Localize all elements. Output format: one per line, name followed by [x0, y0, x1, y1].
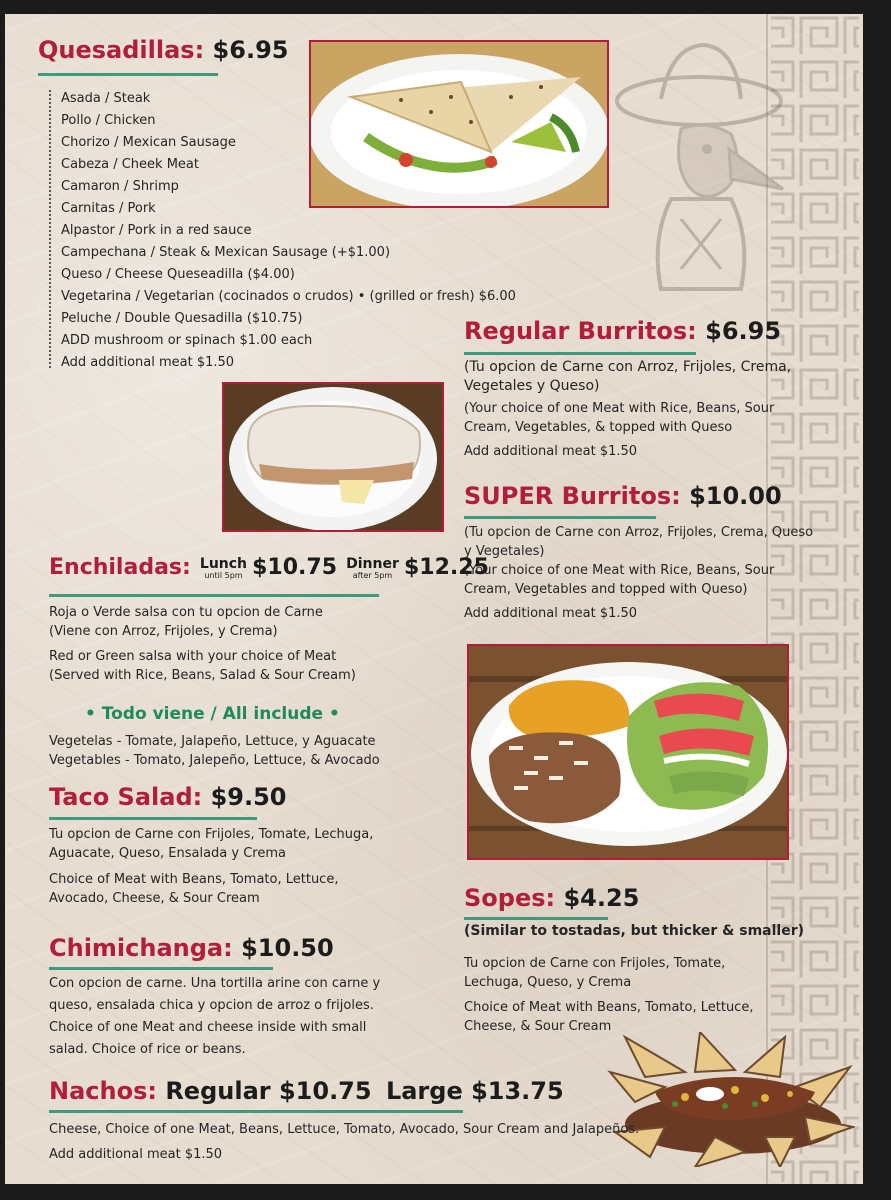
- quesadillas-list-rule: [49, 90, 51, 368]
- quesadillas-title: Quesadillas:: [38, 36, 205, 64]
- list-item: Queso / Cheese Queseadilla ($4.00): [61, 267, 295, 282]
- taco-salad-title: Taco Salad:: [49, 783, 203, 811]
- nachos-heading: [49, 1079, 564, 1103]
- regular-burritos-price: $6.95: [705, 317, 782, 345]
- chimichanga-heading: [49, 936, 334, 960]
- quesadillas-heading: [38, 38, 288, 62]
- lunch-price: $10.75: [252, 555, 338, 580]
- super-burritos-heading: [464, 484, 782, 508]
- regular-burritos-underline: [464, 352, 696, 355]
- taco-salad-desc-es: Tu opcion de Carne con Frijoles, Tomate, Lechuga, Aguacate, Queso, Ensalada y Crema: [49, 827, 374, 861]
- sopes-underline: [464, 917, 608, 920]
- super-burritos-desc-es: (Tu opcion de Carne con Arroz, Frijoles, Crema, Queso y Vegetales): [464, 525, 814, 559]
- sopes-subtitle: (Similar to tostadas, but thicker & smaller): [464, 923, 805, 939]
- nachos-underline: [49, 1110, 463, 1113]
- regular-burritos-extra: Add additional meat $1.50: [464, 444, 638, 459]
- enchiladas-include-heading: • Todo viene / All include •: [85, 704, 340, 724]
- lunch-note: until 5pm: [204, 571, 243, 580]
- taco-salad-underline: [49, 817, 257, 820]
- dinner-label: Dinner: [346, 556, 399, 572]
- sombrero-bird-illustration: [611, 39, 791, 309]
- list-item: Chorizo / Mexican Sausage: [61, 135, 236, 150]
- super-burritos-price: $10.00: [689, 482, 782, 510]
- chimichanga-title: Chimichanga:: [49, 934, 233, 962]
- chimichanga-underline: [49, 967, 273, 970]
- chimichanga-desc-es: Con opcion de carne. Una tortilla arine con carne y queso, ensalada chica y opcion de arroz o frijoles.: [49, 976, 381, 1013]
- enchiladas-underline: [49, 594, 379, 597]
- nachos-extra: Add additional meat $1.50: [49, 1147, 223, 1162]
- enchiladas-desc-en: Red or Green salsa with your choice of Meat (Served with Rice, Beans, Salad & Sour Cream): [49, 649, 356, 683]
- chimichanga-desc-en: Choice of one Meat and cheese inside with small salad. Choice of rice or beans.: [49, 1020, 367, 1057]
- chimichanga-price: $10.50: [241, 934, 334, 962]
- enchiladas-include-en: Vegetables - Tomato, Jalepeño, Lettuce, & Avocado: [49, 753, 380, 768]
- lunch-label-group: [200, 557, 247, 581]
- quesadillas-underline: [38, 73, 218, 76]
- list-item: Add additional meat $1.50: [61, 355, 235, 370]
- list-item: Cabeza / Cheek Meat: [61, 157, 199, 172]
- regular-burritos-desc-en: (Your choice of one Meat with Rice, Beans, Sour Cream, Vegetables, & topped with Queso: [464, 401, 775, 435]
- enchiladas-desc-es: Roja o Verde salsa con tu opcion de Carne (Viene con Arroz, Frijoles, y Crema): [49, 605, 323, 639]
- dinner-price: $12.25: [403, 555, 489, 580]
- regular-burritos-heading: [464, 319, 781, 343]
- list-item: Camaron / Shrimp: [61, 179, 179, 194]
- nachos-desc: Cheese, Choice of one Meat, Beans, Lettuce, Tomato, Avocado, Sour Cream and Jalapeños.: [49, 1122, 640, 1137]
- super-burritos-underline: [464, 516, 656, 519]
- enchiladas-heading: [49, 557, 489, 581]
- quesadillas-price: $6.95: [212, 36, 289, 64]
- enchiladas-include-es: Vegetelas - Tomate, Jalapeño, Lettuce, y Aguacate: [49, 734, 376, 749]
- dinner-note: after 5pm: [352, 571, 393, 580]
- menu-page: [5, 14, 863, 1184]
- list-item: Peluche / Double Quesadilla ($10.75): [61, 311, 303, 326]
- enchilada-plate-image: [469, 646, 787, 858]
- enchilada-plate-photo: [467, 644, 789, 860]
- taco-salad-price: $9.50: [210, 783, 287, 811]
- burrito-plate-image: [224, 384, 442, 530]
- lunch-label: Lunch: [199, 556, 248, 572]
- nachos-title: Nachos:: [49, 1077, 157, 1105]
- list-item: Campechana / Steak & Mexican Sausage (+$1.00): [61, 245, 391, 260]
- super-burritos-title: SUPER Burritos:: [464, 482, 681, 510]
- regular-burritos-desc-es: (Tu opcion de Carne con Arroz, Frijoles, Crema, Vegetales y Queso): [464, 359, 792, 394]
- quesadilla-photo: [309, 40, 609, 208]
- list-item: ADD mushroom or spinach $1.00 each: [61, 333, 313, 348]
- sopes-price: $4.25: [563, 884, 640, 912]
- nachos-illustration: [605, 1032, 855, 1167]
- quesadilla-plate-image: [311, 42, 607, 206]
- sopes-heading: [464, 886, 639, 910]
- nachos-large-price: Large $13.75: [385, 1077, 564, 1105]
- taco-salad-heading: [49, 785, 287, 809]
- nachos-regular-price: Regular $10.75: [165, 1077, 372, 1105]
- regular-burritos-title: Regular Burritos:: [464, 317, 697, 345]
- list-item: Asada / Steak: [61, 91, 151, 106]
- enchiladas-title: Enchiladas:: [49, 555, 191, 580]
- super-burritos-extra: Add additional meat $1.50: [464, 606, 638, 621]
- burrito-photo: [222, 382, 444, 532]
- list-item: Carnitas / Pork: [61, 201, 156, 216]
- super-burritos-desc-en: (Your choice of one Meat with Rice, Beans, Sour Cream, Vegetables and topped with Queso): [464, 563, 775, 597]
- list-item: Vegetarina / Vegetarian (cocinados o crudos) • (grilled or fresh) $6.00: [61, 289, 516, 304]
- sopes-desc-es: Tu opcion de Carne con Frijoles, Tomate, Lechuga, Queso, y Crema: [464, 956, 726, 990]
- list-item: Pollo / Chicken: [61, 113, 156, 128]
- dinner-label-group: [346, 557, 399, 581]
- taco-salad-desc-en: Choice of Meat with Beans, Tomato, Lettuce, Avocado, Cheese, & Sour Cream: [49, 872, 339, 906]
- sopes-desc-en: Choice of Meat with Beans, Tomato, Lettuce, Cheese, & Sour Cream: [464, 1000, 754, 1034]
- sopes-title: Sopes:: [464, 884, 556, 912]
- list-item: Alpastor / Pork in a red sauce: [61, 223, 252, 238]
